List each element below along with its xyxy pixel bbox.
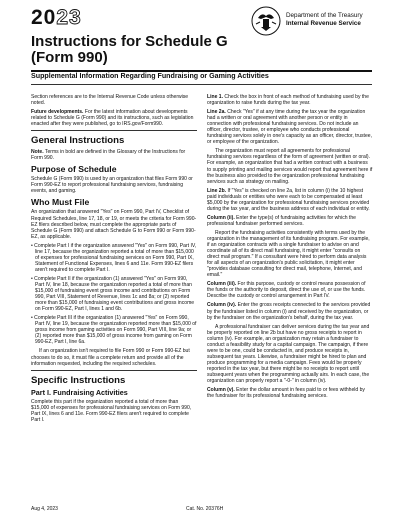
bullet-part-3: • Complete Part III if the organization (1) answered "Yes" on Form 990, Part IV, line 19, because the organization reported more than $15,000 of gross income from gaming activities on Form 990, Part VIII, line 9a; or (2) reported more than $15,000 of gross income from gaming on Form 990-EZ, Part I, line 6a. [31,315,197,346]
column-iii-text: For this purpose, custody or control means possession of the funds or the authority to deposit, direct the use of, or use the funds. Describe the custody or control arrangement in Part IV. [207,281,366,300]
year-solid: 20 [31,6,57,29]
divider [31,370,197,371]
not-required-text: If an organization isn't required to file Form 990 or Form 990-EZ but chooses to do so, it must file a complete return and provide all of the information requested, including the required schedules. [31,348,190,367]
column-v-lead: Column (v). [207,387,235,394]
tax-year [31,6,82,30]
heading-general-instructions: General Instructions [31,135,125,147]
subtitle-rule [31,84,372,85]
who-must-file-intro: An organization that answered "Yes" on Form 990, Part IV, Checklist of Required Schedules, line 17, 18, or 19, or meets the criteria for Form 990-EZ filers described below, must complete the appropriate parts of Schedule G (Form 990) and attach Schedule G to Form 990 or Form 990-EZ, as applicable. [31,209,197,240]
right-column [207,94,373,402]
heading-part-1: Part I. Fundraising Activities [31,387,128,397]
line-2a-lead: Line 2a. [207,109,226,116]
line-2a [207,109,373,145]
heading-who-must-file: Who Must File [31,197,90,208]
divider [31,130,197,131]
column-iv-lead: Column (iv). [207,302,237,309]
column-ii-lead: Column (ii). [207,214,235,221]
note-lead: Note. [31,149,44,156]
year-outline: 23 [56,6,82,29]
heading-purpose: Purpose of Schedule [31,164,117,175]
line-2a-paragraph-2: The organization must report all agreements for professional fundraising services regardless of the form of agreement (written or oral). For example, an organization that had a written contract with a business to supply printing and mailing services would report that agreement here if the business also provided to the organization professional fundraising services such as strategy on mailing. [207,148,373,185]
note [31,149,197,161]
bullet-part-1: • Complete Part I if the organization answered "Yes" on Form 990, Part IV, line 17, because the organization reported a total of more than $15,000 of expenses for professional fundraising services on Form 990, Part IX, Statement of Functional Expenses, lines 6 and 11e. Form 990-EZ filers aren't required to complete Part I. [31,242,197,273]
column-ii [207,215,373,227]
footer-date: Aug 4, 2023 [31,506,58,512]
agency-line-1: Department of the Treasury [286,12,363,19]
part-1-text: Complete this part if the organization reported a total of more than $15,000 of expenses for professional fundraising services on Form 990, Part IX, lines 6 and 11e. Form 990-EZ filers aren't required to complete Part I. [31,399,192,424]
page-title [31,34,228,66]
line-2b-lead: Line 2b. [207,187,227,194]
left-column [31,94,197,426]
note-text: Terms in bold are defined in the Glossary of the Instructions for Form 990. [31,149,186,162]
line-1-lead: Line 1. [207,94,223,100]
title-line-1: Instructions for Schedule G [31,33,228,50]
column-iv [207,302,373,320]
future-developments-text: For the latest information about developments related to Schedule G (Form 990) and its instructions, such as legislation enacted after they were published, go to IRS.gov/Form990. [31,109,194,128]
column-v-text: Enter the dollar amount in fees paid to or fees withheld by the fundraiser for its professional fundraising services. [207,387,365,400]
title-line-2: (Form 990) [31,49,108,66]
irs-eagle-logo-icon [250,6,282,36]
bullet-part-2: • Complete Part II if the organization (1) answered "Yes" on Form 990, Part IV, line 18, because the organization reported a total of more than $15,000 of fundraising event gross income and contributions on Form 990, Part VIII, Statement of Revenue, lines 1c and 8a; or (2) reported more than $15,000 of fundraising event contributions and gross income on Form 990-EZ, Part I, lines 1 and 6b. [31,275,195,313]
future-developments [31,109,197,127]
purpose-text: Schedule G (Form 990) is used by an organization that files Form 990 or Form 990-EZ to report professional fundraising services, fundraising events, and gaming. [31,176,193,195]
line-2b [207,188,373,212]
column-iii-lead: Column (iii). [207,281,237,288]
future-developments-lead: Future developments. [31,109,84,116]
line-1-text: Check the box in front of each method of fundraising used by the organization to raise funds during the tax year. [207,94,369,107]
irs-branding [250,6,372,36]
column-iii [207,281,373,299]
line-2a-text: Check "Yes" if at any time during the tax year the organization had a written or oral agreement with another person or entity in connection with professional fundraising services. Do not include an officer, director, trustee, or employee who conducts professional fundraising services solely in one's capacity as an officer, director, trustee, or employee of the organization. [207,109,372,146]
agency-line-2: Internal Revenue Service [286,20,361,27]
column-ii-text: Enter the type(s) of fundraising activities for which the professional fundraiser performed services. [207,214,356,227]
line-1 [207,94,373,106]
section-references: Section references are to the Internal Revenue Code unless otherwise noted. [31,94,189,107]
footer-catalog-number: Cat. No. 20376H [186,506,224,512]
column-v [207,387,373,399]
report-activities-text: Report the fundraising activities consistently with terms used by the organization in the management of its fundraising program. For example, if an organization contracts with a single fundraiser to advise on and coordinate all of its direct mail fundraising, it might enter "consults on direct mail program." If a consultant were hired to perform data analysis for all aspects of an organization's public solicitation, it might enter "provides database consulting for direct mail, telephone, Internet, and email." [207,229,370,279]
campaign-text: A professional fundraiser can deliver services during the tax year and be properly reported on line 2b but have no gross receipts to report in column (iv). For example, an organization may retain a fundraiser to conduct a feasibility study for a capital campaign. The campaign, if there were to be one, could be conducted in, and produce receipts in, subsequent tax years. Likewise, a fundraiser might be hired to plan and produce programming for a media campaign. Fees would be properly reported in the tax year, but there might be no receipts to report until subsequent years when the programming actually airs. In each case, the organization can properly report a "-0-" in column (iv). [207,323,370,385]
heading-specific-instructions: Specific Instructions [31,374,126,386]
page-subtitle: Supplemental Information Regarding Fundraising or Gaming Activities [31,72,269,80]
agency-name [286,12,363,28]
column-iv-text: Enter the gross receipts connected to the services provided by the fundraiser listed in column (i) and received by the organization, or by the fundraiser on the organization's behalf, during the tax year. [207,302,371,321]
line-2b-text: If "Yes" is checked on line 2a, list in column (i) the 10 highest paid individuals or entities who were each to be compensated at least $5,000 by the organization for professional fundraising services provided during the tax year, and the business address of each individual or entity. [207,187,370,212]
